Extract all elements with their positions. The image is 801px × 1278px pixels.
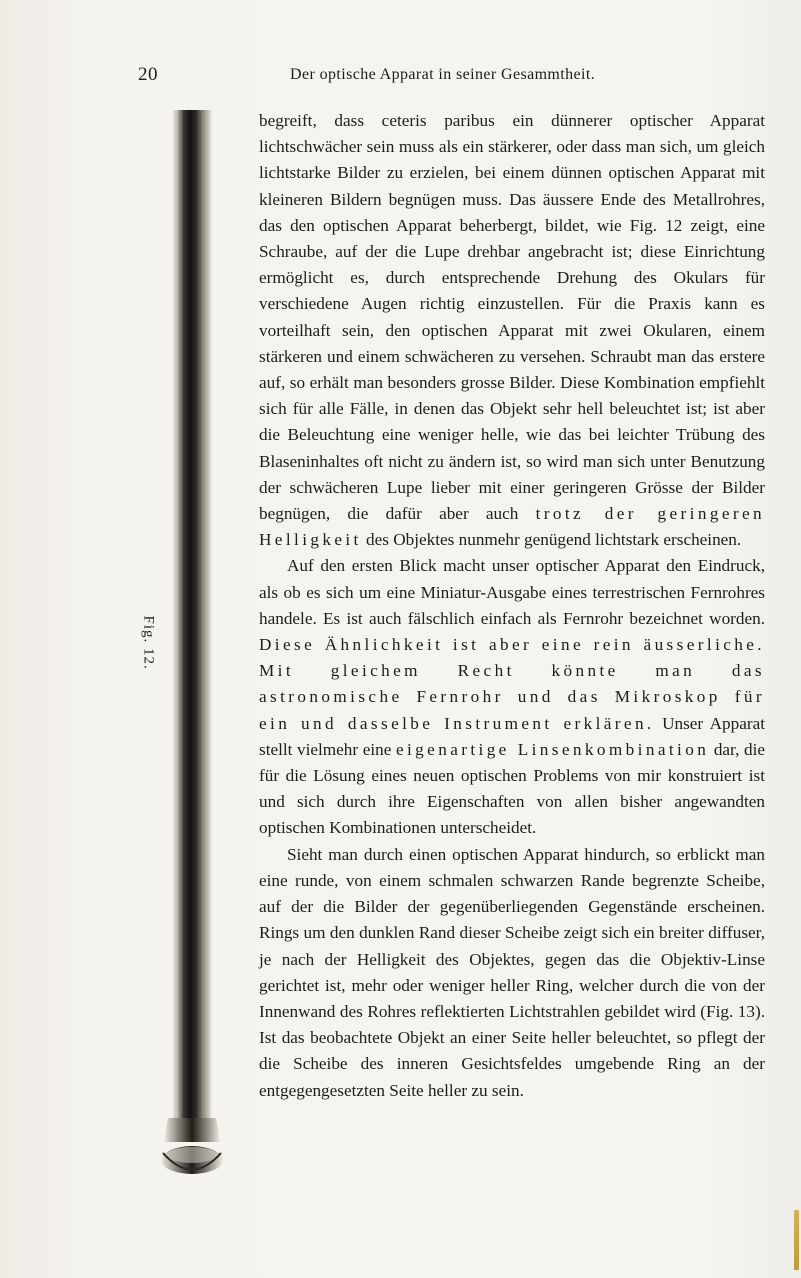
page-header xyxy=(0,64,801,94)
microscope-tube-figure xyxy=(160,110,224,1192)
figure-label-text: Fig. 12. xyxy=(140,615,157,670)
figure-label xyxy=(137,615,161,688)
tube-illustration xyxy=(160,110,224,1192)
tube-hatching-right xyxy=(202,110,210,1136)
paragraph-2-emphasis-2: eigenartige Linsenkombination xyxy=(395,739,710,759)
running-head: Der optische Apparat in seiner Gesammtheit. xyxy=(290,66,596,83)
page-edge-tab xyxy=(794,1210,799,1270)
body-text xyxy=(259,108,765,1104)
paragraph-1-text: begreift, dass ceteris paribus ein dünnerer optischer Apparat lichtschwächer sein muss als ein stärkerer, oder dass man sich, um gleich lichtstarke Bilder zu erzielen, bei einem dünnen optischen Apparat mit kleineren Bildern begnügen muss. Das äussere Ende des Metallrohres, das den optischen Apparat beherbergt, bildet, wie Fig. 12 zeigt, eine Schraube, auf der die Lupe drehbar angebracht ist; diese Einrichtung ermöglicht es, durch entsprechende Drehung des Okulars für verschiedene Augen richtig einzustellen. Für die Praxis kann es vorteilhaft sein, den optischen Apparat mit zwei Okularen, einem stärkeren und einem schwächeren zu versehen. Schraubt man das erstere auf, so erhält man besonders grosse Bilder. Diese Kombination empfiehlt sich für alle Fälle, in denen das Objekt sehr hell beleuchtet ist; ist aber die Beleuchtung eine weniger helle, wie das bei leichter Trübung des Blaseninhaltes oft nicht zu ändern ist, so wird man sich unter Benutzung der schwächeren Lupe lieber mit einer geringeren Grösse der Bilder begnügen, die dafür aber auch xyxy=(259,111,765,524)
eyepiece-ring xyxy=(164,1118,220,1142)
paragraph-1 xyxy=(259,108,765,553)
page-number: 20 xyxy=(138,64,158,85)
paragraph-2-end: dar, die für die Lösung eines neuen optischen Problems von mir konstruiert ist und sich durch ihre Eigenschaften von allen bisher angewandten optischen Kombinationen unterscheidet. xyxy=(259,739,765,838)
paragraph-2 xyxy=(259,553,765,841)
paragraph-2-mid: Unser Apparat stellt vielmehr eine xyxy=(259,713,765,759)
eyepiece-highlight xyxy=(168,1147,216,1163)
paragraph-2-emphasis: Diese Ähnlichkeit ist aber eine rein äusserliche. Mit gleichem Recht könnte man das astronomische Fernrohr und das Mikroskop für ein und dasselbe Instrument erklären. xyxy=(259,635,765,733)
paragraph-2-start: Auf den ersten Blick macht unser optischer Apparat den Eindruck, als ob es sich um eine Miniatur-Ausgabe eines terrestrischen Fernrohres handele. Es ist auch fälschlich einfach als Fernrohr bezeichnet worden. xyxy=(259,556,765,628)
tube-hatching xyxy=(174,110,182,1136)
paragraph-3: Sieht man durch einen optischen Apparat hindurch, so erblickt man eine runde, von einem schmalen schwarzen Rande begrenzte Scheibe, auf der die Bilder der gegenüberliegenden Gegenstände erscheinen. Rings um den dunklen Rand dieser Scheibe zeigt sich ein breiter diffuser, je nach der Helligkeit des Objektes, gegen das die Objektiv-Linse gerichtet ist, mehr oder weniger heller Ring, welcher durch die von der Innenwand des Rohres reflektierten Lichtstrahlen gebildet wird (Fig. 13). Ist das beobachtete Objekt an einer Seite heller beleuchtet, so pflegt der die Scheibe des inneren Gesichtsfeldes umgebende Ring an der entgegengesetzten Seite heller zu sein. xyxy=(259,844,765,1100)
paragraph-1-emphasis: trotz der geringeren Helligkeit xyxy=(259,504,765,550)
paragraph-1-end: des Objektes nunmehr genügend lichtstark erscheinen. xyxy=(361,530,742,550)
